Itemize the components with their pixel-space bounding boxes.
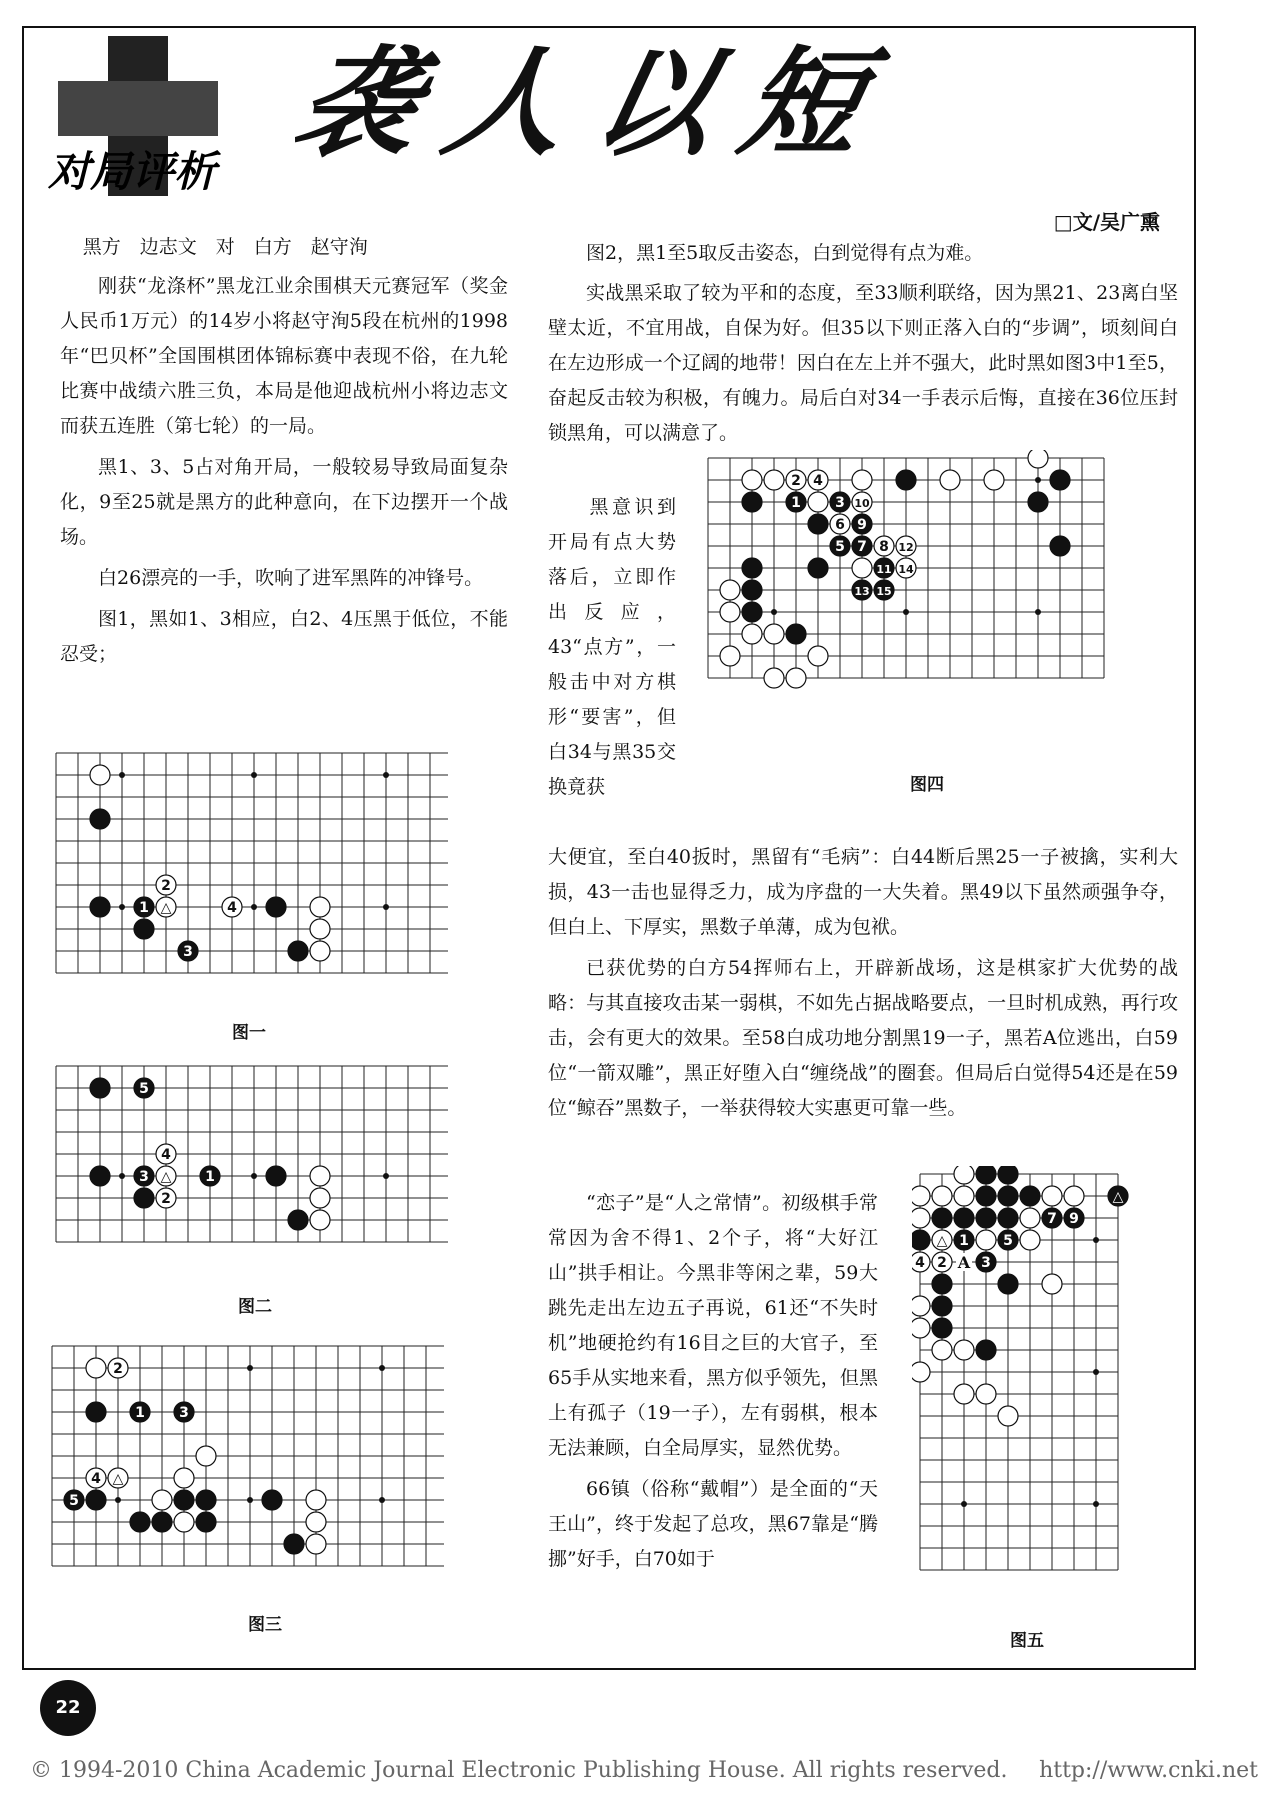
white-stone	[998, 1406, 1018, 1426]
paragraph: 黑意识到开局有点大势落后，立即作出反应，43“点方”，一般击中对方棋形“要害”，但白34与黑35交换竟获	[548, 496, 676, 798]
footer-url: http://www.cnki.net	[1039, 1758, 1258, 1783]
column-logo-text: 对局评析	[48, 147, 217, 196]
stone-number: 5	[835, 539, 845, 555]
stone-number: 4	[915, 1255, 925, 1271]
players-line: 黑方 边志文 对 白方 赵守洵	[82, 236, 368, 258]
black-stone	[808, 514, 828, 534]
board-fig3	[44, 1338, 444, 1574]
black-stone	[896, 470, 916, 490]
white-stone	[156, 875, 176, 895]
stone-number: 3	[835, 495, 845, 511]
black-stone	[742, 492, 762, 512]
hoshi-point	[119, 772, 125, 778]
black-stone	[288, 1210, 308, 1230]
hoshi-point	[1093, 1369, 1099, 1375]
black-stone	[874, 558, 894, 578]
stone-number: 5	[69, 1493, 79, 1509]
black-stone	[998, 1186, 1018, 1206]
column-logo	[38, 36, 278, 196]
black-stone	[178, 941, 198, 961]
white-stone	[954, 1340, 974, 1360]
paragraph: 大便宜，至白40扳时，黑留有“毛病”：白44断后黑25一子被擒，实利大损，43一击也显得乏力，成为序盘的一大失着。黑49以下虽然顽强争夺，但白上、下厚实，黑数子单薄，成为包袱。	[548, 846, 1178, 938]
black-stone	[998, 1208, 1018, 1228]
hoshi-point	[383, 1173, 389, 1179]
black-stone	[830, 492, 850, 512]
black-stone	[932, 1208, 952, 1228]
stone-number: 2	[791, 473, 801, 489]
hoshi-point	[1035, 477, 1041, 483]
white-stone	[306, 1490, 326, 1510]
hoshi-point	[247, 1497, 253, 1503]
hoshi-point	[251, 772, 257, 778]
white-stone	[174, 1512, 194, 1532]
black-stone	[90, 897, 110, 917]
black-stone	[284, 1534, 304, 1554]
white-stone	[912, 1208, 930, 1228]
white-stone	[310, 1210, 330, 1230]
stone-number: △	[1112, 1189, 1124, 1205]
hoshi-point	[961, 1501, 967, 1507]
hoshi-point	[251, 1173, 257, 1179]
black-stone	[134, 1078, 154, 1098]
white-stone	[1064, 1186, 1084, 1206]
white-stone	[1042, 1186, 1062, 1206]
stone-number: 8	[879, 539, 889, 555]
white-stone	[786, 470, 806, 490]
stone-number: 2	[161, 878, 171, 894]
white-stone	[912, 1318, 930, 1338]
hoshi-point	[119, 1173, 125, 1179]
black-stone	[174, 1490, 194, 1510]
hoshi-point	[379, 1497, 385, 1503]
black-stone	[1064, 1208, 1084, 1228]
hoshi-point	[771, 609, 777, 615]
stone-number: 1	[205, 1169, 215, 1185]
stone-number: 5	[1003, 1233, 1013, 1249]
white-stone	[808, 470, 828, 490]
black-stone	[932, 1318, 952, 1338]
white-stone	[912, 1252, 930, 1272]
stone-number: 11	[876, 563, 892, 576]
black-stone	[742, 580, 762, 600]
white-stone	[896, 536, 916, 556]
black-stone	[976, 1186, 996, 1206]
stone-number: 2	[937, 1255, 947, 1271]
stone-number: 10	[854, 497, 870, 510]
black-stone	[130, 1512, 150, 1532]
white-stone	[976, 1230, 996, 1250]
black-stone	[912, 1230, 930, 1250]
white-stone	[764, 668, 784, 688]
stone-number: 3	[183, 944, 193, 960]
paragraph: 66镇（俗称“戴帽”）是全面的“天王山”，终于发起了总攻，黑67靠是“腾挪”好手，白70如于	[548, 1478, 878, 1570]
caption-fig1: 图一	[232, 1023, 266, 1043]
black-stone	[266, 1166, 286, 1186]
black-stone	[998, 1274, 1018, 1294]
white-stone	[984, 470, 1004, 490]
stone-number: 13	[854, 585, 870, 598]
black-stone	[134, 1188, 154, 1208]
white-stone	[912, 1362, 930, 1382]
stone-number: 2	[161, 1191, 171, 1207]
paragraph: “恋子”是“人之常情”。初级棋手常常因为舍不得1、2个子，将“大好江山”拱手相让。今黑非等闲之辈，59大跳先走出左边五子再说，61还“不失时机”地硬抢约有16目之巨的大官子，至65手从实地来看，黑方似乎领先，但黑上有孤子（19一子），左有弱棋，根本无法兼顾，白全局厚实，显然优势。	[548, 1192, 878, 1459]
black-stone	[1050, 470, 1070, 490]
white-stone	[156, 1144, 176, 1164]
white-stone	[108, 1468, 128, 1488]
paragraph: 图2，黑1至5取反击姿态，白到觉得有点为难。	[586, 242, 984, 264]
stone-number: 7	[857, 539, 867, 555]
black-stone	[86, 1402, 106, 1422]
white-stone	[1028, 450, 1048, 468]
stone-number: 1	[959, 1233, 969, 1249]
black-stone	[196, 1512, 216, 1532]
white-stone	[156, 1188, 176, 1208]
white-stone	[954, 1166, 974, 1184]
white-stone	[310, 1166, 330, 1186]
caption-fig2: 图二	[238, 1297, 272, 1317]
black-stone	[808, 558, 828, 578]
white-stone	[852, 558, 872, 578]
black-stone	[976, 1208, 996, 1228]
white-stone	[310, 919, 330, 939]
footer-copyright: © 1994-2010 China Academic Journal Electronic Publishing House. All rights reserved.	[30, 1758, 1008, 1783]
hoshi-point	[119, 904, 125, 910]
board-fig1	[48, 745, 448, 981]
black-stone	[1042, 1208, 1062, 1228]
stone-number: 15	[876, 585, 892, 598]
stone-number: 9	[1069, 1211, 1079, 1227]
article-title: 袭人以短	[285, 34, 907, 172]
white-stone	[152, 1490, 172, 1510]
black-stone	[266, 897, 286, 917]
board-fig5	[912, 1166, 1172, 1618]
black-stone	[1028, 492, 1048, 512]
white-stone	[720, 646, 740, 666]
black-stone	[742, 558, 762, 578]
white-stone	[976, 1384, 996, 1404]
white-stone	[932, 1252, 952, 1272]
narrow-text-2	[548, 1186, 878, 1583]
hoshi-point	[903, 609, 909, 615]
black-stone	[130, 1402, 150, 1422]
black-stone	[288, 941, 308, 961]
black-stone	[786, 624, 806, 644]
white-stone	[156, 1166, 176, 1186]
white-stone	[808, 492, 828, 512]
white-stone	[954, 1186, 974, 1206]
stone-number: 3	[139, 1169, 149, 1185]
hoshi-point	[383, 772, 389, 778]
column-right-mid	[548, 840, 1178, 1132]
white-stone	[720, 602, 740, 622]
stone-number: △	[160, 1169, 172, 1185]
caption-fig3: 图三	[248, 1615, 282, 1635]
white-stone	[852, 492, 872, 512]
white-stone	[808, 646, 828, 666]
black-stone	[174, 1402, 194, 1422]
white-stone	[306, 1534, 326, 1554]
paragraph: 白26漂亮的一手，吹响了进军黑阵的冲锋号。	[98, 567, 484, 589]
white-stone	[954, 1384, 974, 1404]
black-stone	[90, 1166, 110, 1186]
black-stone	[852, 580, 872, 600]
stone-number: 4	[227, 900, 237, 916]
white-stone	[896, 558, 916, 578]
white-stone	[156, 897, 176, 917]
black-stone	[742, 602, 762, 622]
white-stone	[764, 470, 784, 490]
stone-number: △	[112, 1471, 124, 1487]
black-stone	[90, 1078, 110, 1098]
white-stone	[720, 580, 740, 600]
white-stone	[196, 1446, 216, 1466]
black-stone	[134, 897, 154, 917]
black-stone	[998, 1166, 1018, 1184]
narrow-text-1	[548, 490, 676, 805]
stone-number: 4	[91, 1471, 101, 1487]
black-stone	[152, 1512, 172, 1532]
white-stone	[174, 1468, 194, 1488]
white-stone	[874, 536, 894, 556]
stone-number: 4	[161, 1147, 171, 1163]
hoshi-point	[1093, 1237, 1099, 1243]
white-stone	[86, 1358, 106, 1378]
stone-number: 6	[835, 517, 845, 533]
white-stone	[852, 470, 872, 490]
black-stone	[134, 1166, 154, 1186]
black-stone	[830, 536, 850, 556]
white-stone	[90, 765, 110, 785]
stone-number: △	[160, 900, 172, 916]
paragraph: 黑1、3、5占对角开局，一般较易导致局面复杂化，9至25就是黑方的此种意向，在下边摆开一个战场。	[60, 456, 508, 548]
column-right-top	[548, 236, 1178, 277]
stone-number: 5	[139, 1081, 149, 1097]
author-byline: □文/吴广熏	[1053, 210, 1160, 234]
stone-number: 1	[791, 495, 801, 511]
hoshi-point	[247, 1365, 253, 1371]
paragraph: 刚获“龙涤杯”黑龙江业余围棋天元赛冠军（奖金人民币1万元）的14岁小将赵守洵5段在杭州的1998年“巴贝杯”全国围棋团体锦标赛中表现不俗，在九轮比赛中战绩六胜三负，本局是他迎战杭州小将边志文而获五连胜（第七轮）的一局。	[60, 275, 508, 437]
black-stone	[90, 809, 110, 829]
white-stone	[912, 1296, 930, 1316]
stone-number: 2	[113, 1361, 123, 1377]
hoshi-point	[251, 904, 257, 910]
white-stone	[306, 1512, 326, 1532]
hoshi-point	[115, 1497, 121, 1503]
caption-fig5: 图五	[1010, 1631, 1044, 1651]
white-stone	[108, 1358, 128, 1378]
caption-fig4: 图四	[910, 775, 944, 795]
black-stone	[932, 1274, 952, 1294]
black-stone	[852, 536, 872, 556]
board-fig4	[700, 450, 1112, 762]
white-stone	[830, 514, 850, 534]
black-stone	[998, 1230, 1018, 1250]
white-stone	[742, 624, 762, 644]
white-stone	[764, 624, 784, 644]
stone-number: 7	[1047, 1211, 1057, 1227]
white-stone	[1020, 1208, 1040, 1228]
white-stone	[1020, 1230, 1040, 1250]
hoshi-point	[379, 1365, 385, 1371]
black-stone	[954, 1208, 974, 1228]
black-stone	[134, 919, 154, 939]
stone-number: △	[936, 1233, 948, 1249]
hoshi-point	[1093, 1501, 1099, 1507]
white-stone	[932, 1340, 952, 1360]
white-stone	[1042, 1274, 1062, 1294]
black-stone	[262, 1490, 282, 1510]
stone-number: 4	[813, 473, 823, 489]
stone-number: 12	[898, 541, 914, 554]
white-stone	[222, 897, 242, 917]
stone-number: 1	[135, 1405, 145, 1421]
black-stone	[954, 1230, 974, 1250]
stone-number: 14	[898, 563, 914, 576]
stone-number: 3	[179, 1405, 189, 1421]
white-stone	[912, 1186, 930, 1206]
board-fig2	[48, 1058, 448, 1258]
black-stone	[200, 1166, 220, 1186]
white-stone	[86, 1468, 106, 1488]
white-stone	[310, 941, 330, 961]
black-stone	[852, 514, 872, 534]
stone-number: 1	[139, 900, 149, 916]
black-stone	[786, 492, 806, 512]
page-number: 22	[40, 1680, 96, 1736]
stone-number: 9	[857, 517, 867, 533]
column-left	[60, 230, 508, 678]
white-stone	[932, 1230, 952, 1250]
hoshi-point	[1035, 609, 1041, 615]
black-stone	[976, 1252, 996, 1272]
black-stone	[1108, 1186, 1128, 1206]
black-stone	[1050, 536, 1070, 556]
black-stone	[874, 580, 894, 600]
black-stone	[976, 1340, 996, 1360]
hoshi-point	[383, 904, 389, 910]
board-label: A	[957, 1253, 971, 1272]
white-stone	[940, 470, 960, 490]
black-stone	[196, 1490, 216, 1510]
stone-number: 3	[981, 1255, 991, 1271]
black-stone	[1020, 1186, 1040, 1206]
white-stone	[932, 1186, 952, 1206]
paragraph: 实战黑采取了较为平和的态度，至33顺利联络，因为黑21、23离白坚壁太近，不宜用战，自保为好。但35以下则正落入白的“步调”，顷刻间白在左边形成一个辽阔的地带！因白在左上并不强大，此时黑如图3中1至5，奋起反击较为积极，有魄力。局后白对34一手表示后悔，直接在36位压封锁黑角，可以满意了。	[548, 282, 1178, 444]
paragraph: 已获优势的白方54挥师右上，开辟新战场，这是棋家扩大优势的战略：与其直接攻击某一弱棋，不如先占据战略要点，一旦时机成熟，再行攻击，会有更大的效果。至58白成功地分割黑19一子，黑若A位逃出，白59位“一箭双雕”，黑正好堕入白“缠绕战”的圈套。但局后白觉得54还是在59位“鲸吞”黑数子，一举获得较大实惠更可靠一些。	[548, 957, 1178, 1119]
white-stone	[786, 668, 806, 688]
black-stone	[64, 1490, 84, 1510]
black-stone	[976, 1166, 996, 1184]
black-stone	[86, 1490, 106, 1510]
white-stone	[310, 897, 330, 917]
black-stone	[932, 1296, 952, 1316]
white-stone	[742, 470, 762, 490]
paragraph: 图1，黑如1、3相应，白2、4压黑于低位，不能忍受；	[60, 608, 508, 665]
white-stone	[310, 1188, 330, 1208]
